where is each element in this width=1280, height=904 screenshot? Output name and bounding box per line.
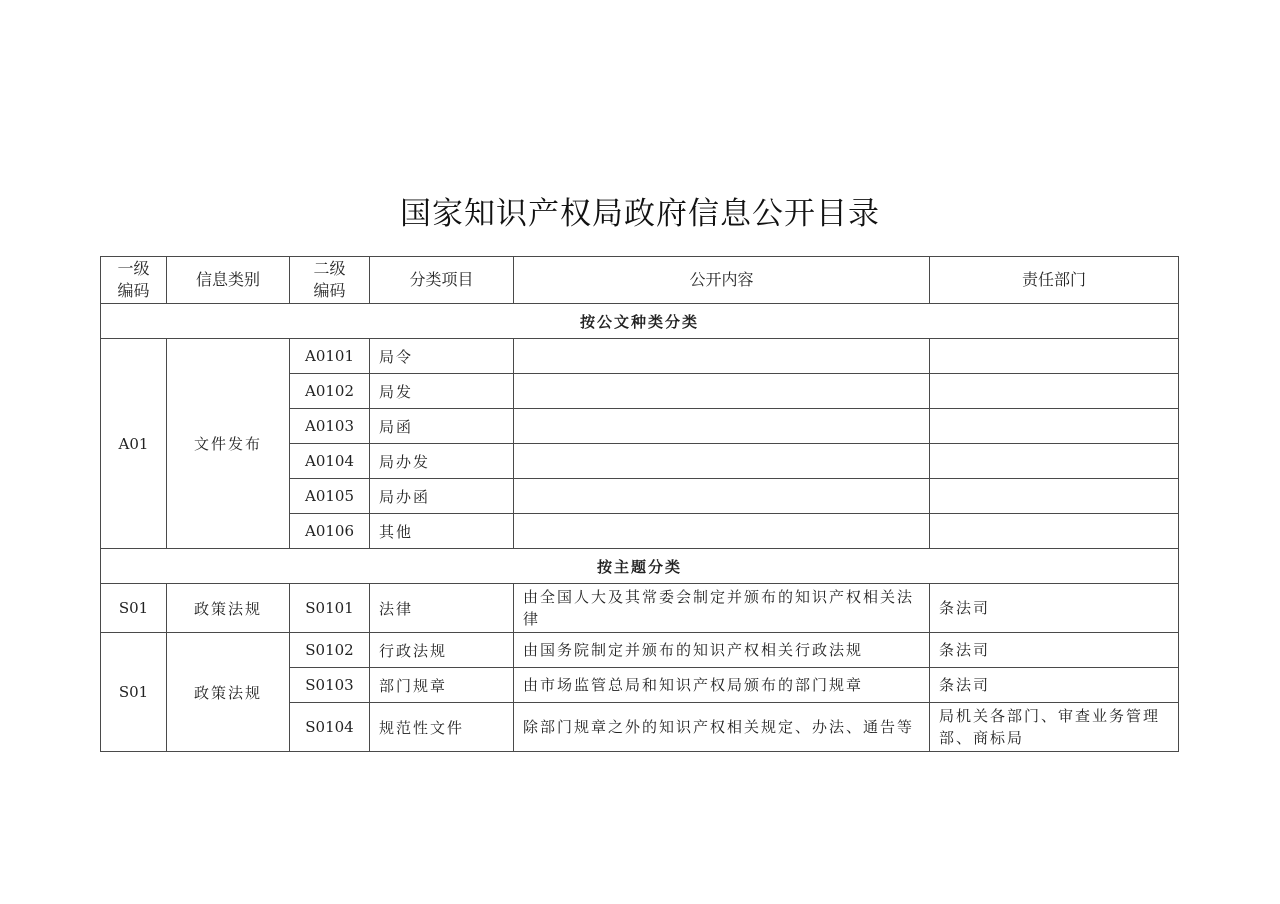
- table-row: [101, 584, 1179, 633]
- level1-code-cell: A01: [101, 339, 167, 549]
- public-content-cell: [514, 374, 930, 409]
- header-info-category: 信息类别: [167, 257, 290, 304]
- responsible-department-cell: 条法司: [930, 633, 1179, 668]
- public-content-cell: [514, 339, 930, 374]
- level2-code-cell: A0101: [290, 339, 370, 374]
- public-content-cell: [514, 444, 930, 479]
- level1-code-cell: S01: [101, 584, 167, 633]
- responsible-department-cell: [930, 374, 1179, 409]
- section-label: 按公文种类分类: [101, 304, 1179, 339]
- public-content-cell: 由全国人大及其常委会制定并颁布的知识产权相关法律: [514, 584, 930, 633]
- classification-item-cell: 局令: [370, 339, 514, 374]
- classification-item-cell: 行政法规: [370, 633, 514, 668]
- classification-item-cell: 局函: [370, 409, 514, 444]
- public-content-cell: [514, 409, 930, 444]
- public-content-cell: 由市场监管总局和知识产权局颁布的部门规章: [514, 668, 930, 703]
- level2-code-cell: S0101: [290, 584, 370, 633]
- info-category-cell: 文件发布: [167, 339, 290, 549]
- level2-code-cell: A0104: [290, 444, 370, 479]
- header-public-content: 公开内容: [514, 257, 930, 304]
- level2-code-cell: A0103: [290, 409, 370, 444]
- public-content-cell: 由国务院制定并颁布的知识产权相关行政法规: [514, 633, 930, 668]
- responsible-department-cell: 条法司: [930, 584, 1179, 633]
- table-header-row: [101, 257, 1179, 304]
- header-level2-code: 二级 编码: [290, 257, 370, 304]
- responsible-department-cell: [930, 444, 1179, 479]
- responsible-department-cell: [930, 339, 1179, 374]
- header-responsible-department: 责任部门: [930, 257, 1179, 304]
- level1-code-cell: S01: [101, 633, 167, 752]
- responsible-department-cell: [930, 514, 1179, 549]
- level2-code-cell: A0105: [290, 479, 370, 514]
- classification-item-cell: 局办函: [370, 479, 514, 514]
- table-row: [101, 633, 1179, 668]
- document-title: 国家知识产权局政府信息公开目录: [400, 196, 880, 232]
- header-classification-item: 分类项目: [370, 257, 514, 304]
- header-level1-code: 一级 编码: [101, 257, 167, 304]
- responsible-department-cell: [930, 479, 1179, 514]
- classification-item-cell: 法律: [370, 584, 514, 633]
- level2-code-cell: S0104: [290, 703, 370, 752]
- classification-item-cell: 局发: [370, 374, 514, 409]
- level2-code-cell: S0103: [290, 668, 370, 703]
- table-row: [101, 339, 1179, 374]
- section-label: 按主题分类: [101, 549, 1179, 584]
- responsible-department-cell: 局机关各部门、审查业务管理部、商标局: [930, 703, 1179, 752]
- catalog-table: [100, 256, 1179, 752]
- public-content-cell: [514, 514, 930, 549]
- classification-item-cell: 局办发: [370, 444, 514, 479]
- info-category-cell: 政策法规: [167, 584, 290, 633]
- responsible-department-cell: 条法司: [930, 668, 1179, 703]
- classification-item-cell: 规范性文件: [370, 703, 514, 752]
- classification-item-cell: 其他: [370, 514, 514, 549]
- classification-item-cell: 部门规章: [370, 668, 514, 703]
- section-row-topic: [101, 549, 1179, 584]
- level2-code-cell: S0102: [290, 633, 370, 668]
- section-row-doc-type: [101, 304, 1179, 339]
- info-category-cell: 政策法规: [167, 633, 290, 752]
- level2-code-cell: A0102: [290, 374, 370, 409]
- level2-code-cell: A0106: [290, 514, 370, 549]
- public-content-cell: 除部门规章之外的知识产权相关规定、办法、通告等: [514, 703, 930, 752]
- public-content-cell: [514, 479, 930, 514]
- responsible-department-cell: [930, 409, 1179, 444]
